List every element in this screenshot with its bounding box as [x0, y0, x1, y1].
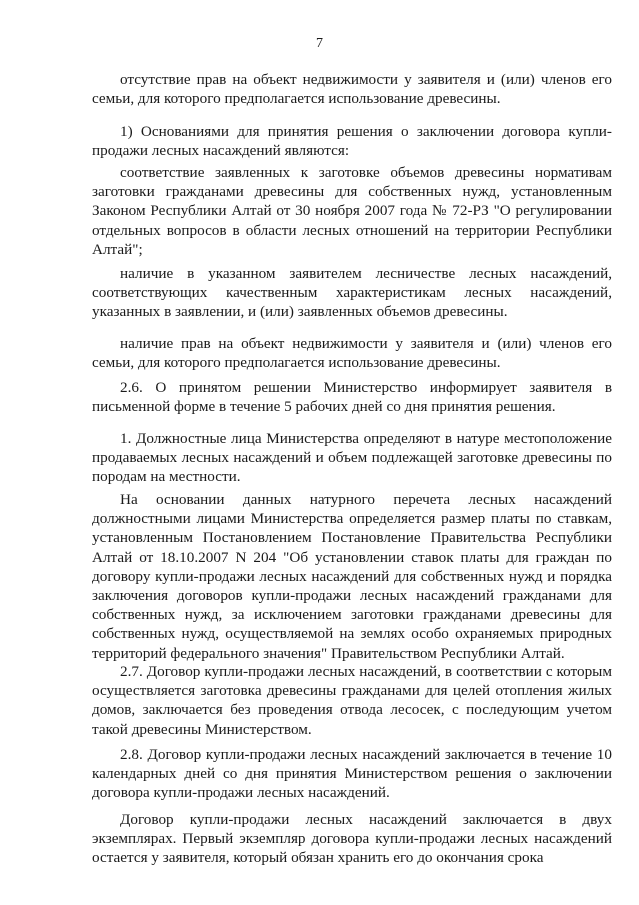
paragraph-2: 1) Основаниями для принятия решения о заключении договора купли-продажи лесных насаждений являются: [92, 123, 612, 160]
paragraph-3: соответствие заявленных к заготовке объемов древесины нормативам заготовки гражданами древесины для собственных нужд, установленным Законом Республики Алтай от 30 ноября 2007 года № 72-РЗ "О регулировании отдельных вопросов в области лесных отношений на территории Республики Алтай"; [92, 164, 612, 258]
paragraph-9: 2.7. Договор купли-продажи лесных насаждений, в соответствии с которым осуществляется заготовка древесины гражданами для целей отопления жилых домов, заключается без проведения отвода лесосек, с последующим учетом такой древесины Министерством. [92, 663, 612, 738]
paragraph-7: 1. Должностные лица Министерства определяют в натуре местоположение продаваемых лесных насаждений и объем подлежащей заготовке древесины по породам на местности. [92, 430, 612, 486]
paragraph-10: 2.8. Договор купли-продажи лесных насаждений заключается в течение 10 календарных дней со дня принятия Министерством решения о заключении договора купли-продажи лесных насаждений. [92, 746, 612, 802]
paragraph-11: Договор купли-продажи лесных насаждений заключается в двух экземплярах. Первый экземпляр договора купли-продажи лесных насаждений остается у заявителя, который обязан хранить его до окончания срока [92, 811, 612, 867]
paragraph-5: наличие прав на объект недвижимости у заявителя и (или) членов его семьи, для которого предполагается использование древесины. [92, 335, 612, 372]
paragraph-1: отсутствие прав на объект недвижимости у заявителя и (или) членов его семьи, для которого предполагается использование древесины. [92, 71, 612, 108]
paragraph-8: На основании данных натурного перечета лесных насаждений должностными лицами Министерства определяется размер платы по ставкам, установленным Постановлением Постановление Правительства Республики Алтай от 18.10.2007 N 204 "Об установлении ставок платы для граждан по договору купли-продажи лесных насаждений для собственных нужд и порядка заключения договоров купли-продажи лесных насаждений гражданами для собственных нужд, за исключением заготовки гражданами древесины для собственных нужд, осуществляемой на землях особо охраняемых природных территорий федерального значения" Правительством Республики Алтай. [92, 491, 612, 662]
page-number: 7 [316, 36, 323, 51]
paragraph-4: наличие в указанном заявителем лесничестве лесных насаждений, соответствующих качественным характеристикам лесных насаждений, указанных в заявлении, и (или) заявленных объемов древесины. [92, 265, 612, 321]
paragraph-6: 2.6. О принятом решении Министерство информирует заявителя в письменной форме в течение 5 рабочих дней со дня принятия решения. [92, 379, 612, 416]
